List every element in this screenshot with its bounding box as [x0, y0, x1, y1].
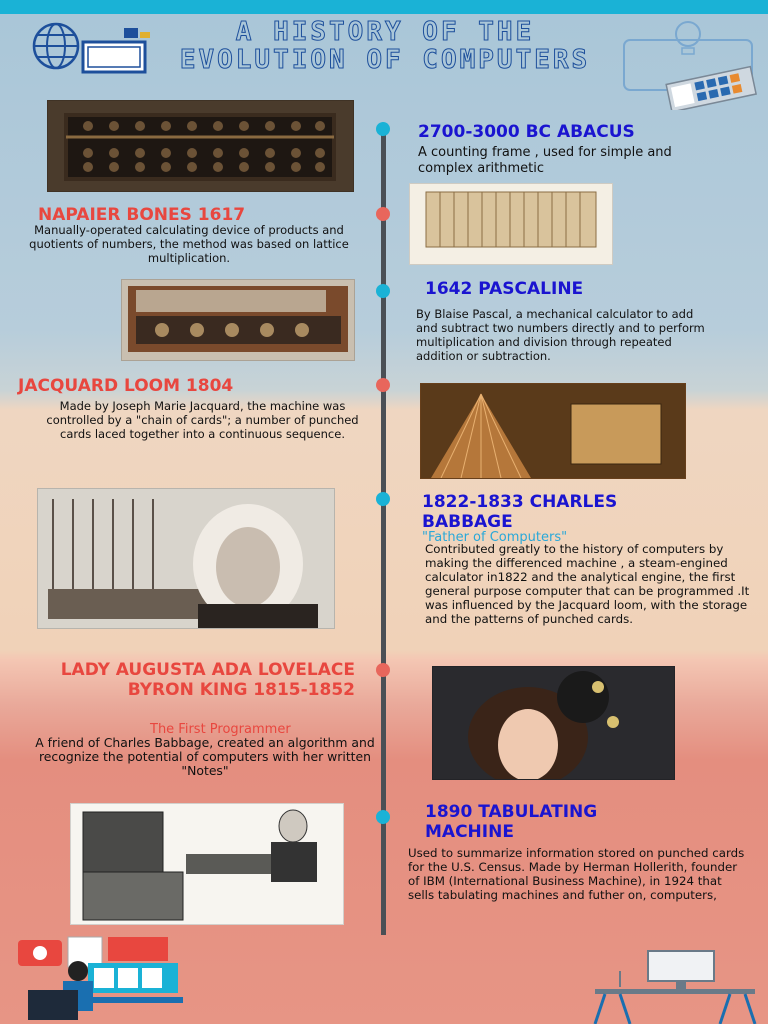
- entry-heading: 2700-3000 BC ABACUS: [418, 122, 635, 142]
- ada-lovelace-photo: [432, 666, 675, 780]
- napier-bones-photo: [409, 183, 613, 265]
- timeline-dot: [376, 284, 390, 298]
- timeline-dot: [376, 810, 390, 824]
- entry-text: Used to summarize information stored on punched cards for the U.S. Census. Made by Herman Hollerith, founder of IBM (International Business Machine), in 1924 that sells tabulating machines and futher on, computers,: [408, 846, 745, 902]
- babbage-photo: [37, 488, 335, 629]
- entry-text: A counting frame , used for simple and complex arithmetic: [418, 145, 672, 176]
- timeline-dot: [376, 663, 390, 677]
- entry-text: Made by Joseph Marie Jacquard, the machine was controlled by a "chain of cards"; a number of punched cards laced together into a continuous sequence.: [46, 399, 359, 441]
- pascaline-photo: [121, 279, 355, 361]
- entry-heading: NAPAIER BONES 1617: [38, 205, 246, 225]
- entry-heading: 1890 TABULATING MACHINE: [425, 802, 598, 842]
- entry-text: Contributed greatly to the history of computers by making the differenced machine , a steam-engined calculator in1822 and the analytical engine, the first general purpose computer that can be programmed .It was influenced by the Jacquard loom, with the storage and the patterns of punched cards.: [425, 542, 750, 626]
- lightbulb-calculator-icon: [622, 18, 757, 110]
- abacus-photo: [47, 100, 354, 192]
- entry-heading: 1642 PASCALINE: [425, 279, 584, 299]
- entry-text: Manually-operated calculating device of products and quotients of numbers, the method was based on lattice multiplication.: [29, 223, 349, 265]
- entry-subtitle: The First Programmer: [150, 722, 291, 737]
- desk-computer-illustration: [590, 945, 760, 1024]
- timeline-dot: [376, 492, 390, 506]
- entry-text: A friend of Charles Babbage, created an algorithm and recognize the potential of computers with her written "Notes": [35, 735, 375, 778]
- timeline-dot: [376, 122, 390, 136]
- timeline-dot: [376, 207, 390, 221]
- globe-computer-icon: [28, 18, 158, 78]
- timeline-dot: [376, 378, 390, 392]
- entry-text: By Blaise Pascal, a mechanical calculator to add and subtract two numbers directly and to perform multiplication and division through repeated addition or subtraction.: [416, 307, 705, 363]
- tabulating-machine-photo: [70, 803, 344, 925]
- person-computer-illustration: [8, 935, 188, 1024]
- entry-heading: JACQUARD LOOM 1804: [18, 376, 234, 396]
- entry-heading: 1822-1833 CHARLES BABBAGE: [422, 492, 618, 532]
- entry-subtitle: "Father of Computers": [422, 530, 568, 545]
- entry-heading: LADY AUGUSTA ADA LOVELACE BYRON KING 1815-1852: [60, 660, 355, 700]
- top-accent-bar: [0, 0, 768, 14]
- jacquard-loom-photo: [420, 383, 686, 479]
- page-title: A HISTORY OF THE EVOLUTION OF COMPUTERS: [179, 17, 591, 75]
